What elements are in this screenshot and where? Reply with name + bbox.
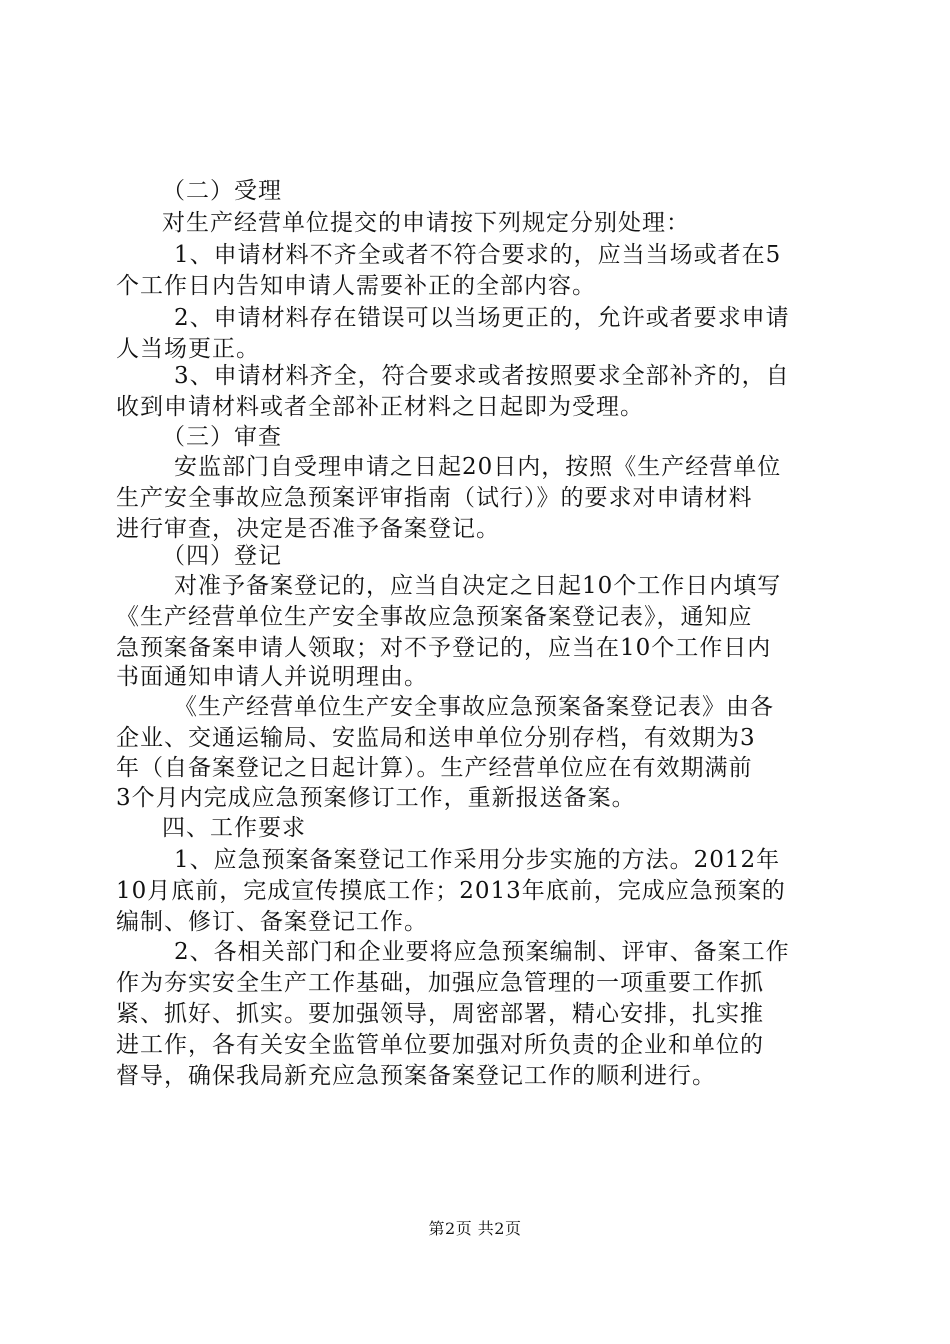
- paragraph-line: 生产安全事故应急预案评审指南（试行）》的要求对申请材料: [116, 485, 753, 511]
- paragraph-line: 2、各相关部门和企业要将应急预案编制、评审、备案工作: [174, 939, 790, 965]
- paragraph-line: 急预案备案申请人领取；对不予登记的，应当在10个工作日内: [116, 635, 772, 661]
- section-heading-registration: （四）登记: [162, 543, 282, 569]
- paragraph-line: 编制、修订、备案登记工作。: [116, 909, 428, 935]
- paragraph-line: 作为夯实安全生产工作基础，加强应急管理的一项重要工作抓: [116, 970, 764, 996]
- section-heading-review: （三）审查: [162, 424, 282, 450]
- paragraph-line: 书面通知申请人并说明理由。: [116, 664, 428, 690]
- paragraph-line: 人当场更正。: [116, 336, 260, 362]
- paragraph-line: 1、应急预案备案登记工作采用分步实施的方法。2012年: [174, 847, 781, 873]
- paragraph-line: 收到申请材料或者全部补正材料之日起即为受理。: [116, 394, 644, 420]
- paragraph-line: 3、申请材料齐全，符合要求或者按照要求全部补齐的，自: [174, 363, 790, 389]
- paragraph-line: 企业、交通运输局、安监局和送申单位分别存档，有效期为3: [116, 725, 756, 751]
- section-heading-acceptance: （二）受理: [162, 178, 282, 204]
- paragraph-line: 年（自备案登记之日起计算）。生产经营单位应在有效期满前: [116, 755, 753, 781]
- paragraph-line: 10月底前，完成宣传摸底工作；2013年底前，完成应急预案的: [116, 878, 786, 904]
- paragraph-line: 安监部门自受理申请之日起20日内，按照《生产经营单位: [174, 454, 782, 480]
- paragraph-line: 进工作，各有关安全监管单位要加强对所负责的企业和单位的: [116, 1032, 764, 1058]
- section-heading-work-requirements: 四、工作要求: [162, 815, 306, 841]
- paragraph-line: 《生产经营单位生产安全事故应急预案备案登记表》由各: [174, 694, 774, 720]
- paragraph-line: 1、申请材料不齐全或者不符合要求的，应当当场或者在5: [174, 242, 782, 268]
- paragraph-line: 《生产经营单位生产安全事故应急预案备案登记表》，通知应: [116, 604, 753, 630]
- paragraph-line: 进行审查，决定是否准予备案登记。: [116, 516, 500, 542]
- paragraph-line: 督导，确保我局新充应急预案备案登记工作的顺利进行。: [116, 1063, 716, 1089]
- paragraph-line: 个工作日内告知申请人需要补正的全部内容。: [116, 273, 596, 299]
- paragraph-line: 3个月内完成应急预案修订工作，重新报送备案。: [116, 785, 636, 811]
- page-number: 第2页 共2页: [428, 1219, 522, 1238]
- paragraph-line: 对准予备案登记的，应当自决定之日起10个工作日内填写: [174, 573, 782, 599]
- paragraph-line: 对生产经营单位提交的申请按下列规定分别处理：: [162, 210, 690, 236]
- paragraph-line: 2、申请材料存在错误可以当场更正的，允许或者要求申请: [174, 305, 790, 331]
- paragraph-line: 紧、抓好、抓实。要加强领导，周密部署，精心安排，扎实推: [116, 1001, 764, 1027]
